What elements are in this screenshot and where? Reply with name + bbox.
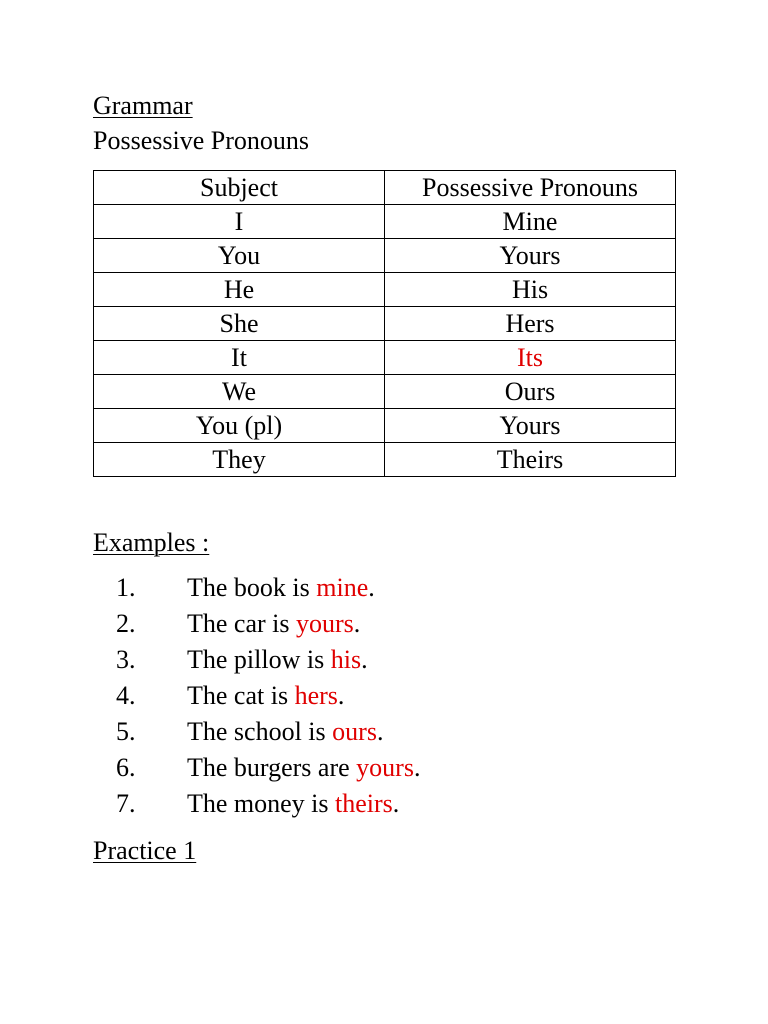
table-cell-subject: You (pl) <box>94 409 385 443</box>
example-punctuation: . <box>368 573 375 602</box>
example-pronoun: theirs <box>335 789 393 818</box>
example-punctuation: . <box>413 753 421 782</box>
example-pronoun: yours <box>296 609 354 638</box>
practice-heading: Practice 1 <box>93 836 197 865</box>
example-pronoun: hers <box>294 681 338 710</box>
table-row <box>94 409 676 443</box>
examples-heading: Examples : <box>93 528 210 557</box>
example-sentence <box>187 608 360 640</box>
table-cell-subject: They <box>94 443 385 477</box>
example-text: The pillow is <box>187 645 331 674</box>
example-number: 4. <box>116 681 136 710</box>
table-cell-possessive: Hers <box>385 307 676 341</box>
example-sentence <box>187 788 399 820</box>
table-cell-possessive: Mine <box>385 205 676 239</box>
table-cell-subject: It <box>94 341 385 375</box>
example-pronoun: mine <box>316 573 369 602</box>
example-number: 3. <box>116 645 136 674</box>
table-header-row <box>94 171 676 205</box>
example-punctuation: . <box>361 645 368 674</box>
example-number: 2. <box>116 609 136 638</box>
example-text: The burgers are <box>187 753 357 782</box>
table-row <box>94 205 676 239</box>
table-header-possessive: Possessive Pronouns <box>385 171 676 205</box>
example-number: 7. <box>116 789 136 818</box>
page-title: Grammar <box>93 91 193 120</box>
example-sentence <box>187 644 368 676</box>
example-number: 1. <box>116 573 136 602</box>
example-pronoun: his <box>330 645 362 674</box>
example-text: The car is <box>187 609 297 638</box>
table-cell-possessive: Ours <box>385 375 676 409</box>
example-sentence <box>187 680 344 712</box>
example-sentence <box>187 716 383 748</box>
table-row <box>94 341 676 375</box>
table-cell-possessive: Theirs <box>385 443 676 477</box>
page-subtitle: Possessive Pronouns <box>93 126 309 155</box>
table-cell-subject: She <box>94 307 385 341</box>
table-cell-possessive: His <box>385 273 676 307</box>
table-row <box>94 443 676 477</box>
pronoun-table <box>93 170 676 477</box>
example-punctuation: . <box>337 681 345 710</box>
example-text: The book is <box>187 573 317 602</box>
example-pronoun: yours <box>356 753 414 782</box>
example-text: The money is <box>187 789 336 818</box>
example-punctuation: . <box>353 609 361 638</box>
table-row <box>94 273 676 307</box>
table-cell-possessive-highlighted: Its <box>385 341 676 375</box>
example-punctuation: . <box>392 789 400 818</box>
example-number: 6. <box>116 753 136 782</box>
table-header-subject: Subject <box>94 171 385 205</box>
example-punctuation: . <box>376 717 384 746</box>
example-text: The school is <box>187 717 333 746</box>
table-cell-subject: We <box>94 375 385 409</box>
table-cell-subject: I <box>94 205 385 239</box>
table-cell-possessive: Yours <box>385 239 676 273</box>
table-cell-subject: He <box>94 273 385 307</box>
table-row <box>94 375 676 409</box>
table-cell-possessive: Yours <box>385 409 676 443</box>
example-pronoun: ours <box>332 717 377 746</box>
table-row <box>94 239 676 273</box>
example-sentence <box>187 752 420 784</box>
table-cell-subject: You <box>94 239 385 273</box>
example-number: 5. <box>116 717 136 746</box>
table-row <box>94 307 676 341</box>
example-text: The cat is <box>187 681 295 710</box>
example-sentence <box>187 572 375 604</box>
